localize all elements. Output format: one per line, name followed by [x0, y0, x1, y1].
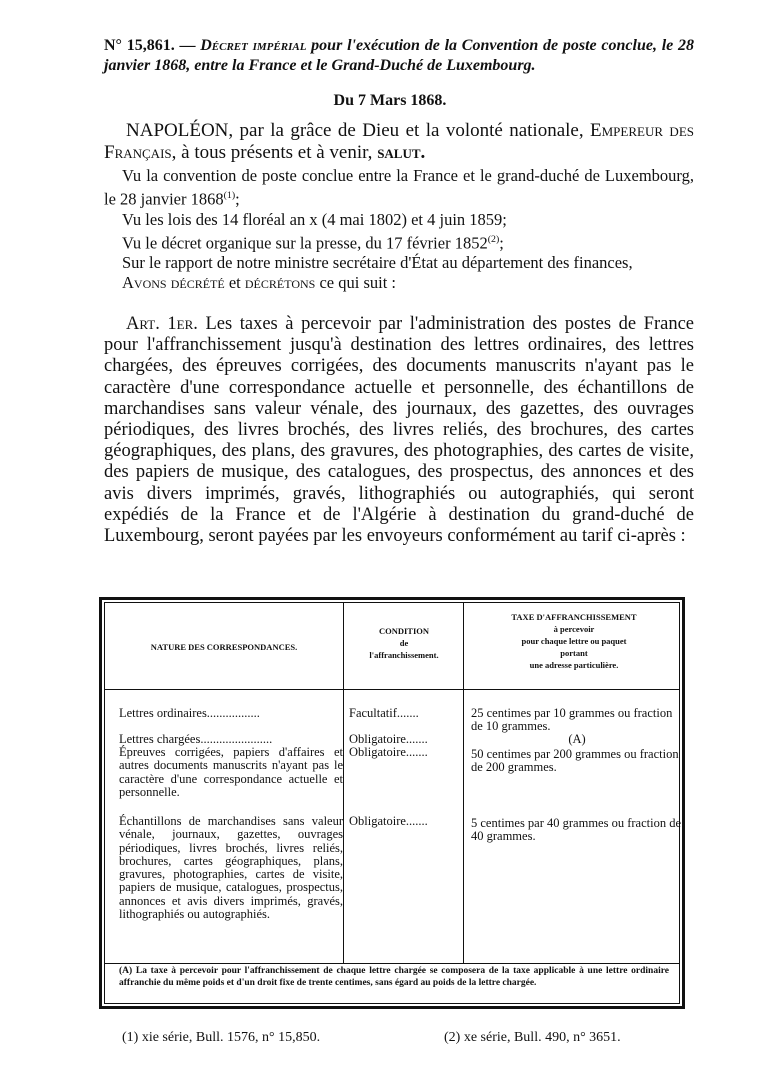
- row-echantillons-tax: 5 centimes par 40 grammes ou fraction de 40 grammes.: [471, 816, 681, 844]
- emperor-title: Empereur des Français: [104, 120, 694, 163]
- visa-lois: Vu les lois des 14 floréal an x (4 mai 1802) et 4 juin 1859;: [122, 209, 507, 229]
- intro-text-2: , à tous présents et à venir,: [171, 142, 378, 163]
- footnote-2: (2) xe série, Bull. 490, n° 3651.: [444, 1030, 621, 1045]
- row-lettres-ordinaires-tax: 25 centimes par 10 grammes ou fraction de 10 grammes.: [471, 706, 673, 734]
- tariff-table: [99, 597, 685, 1009]
- visa-convention: Vu la convention de poste conclue entre la France et le grand-duché de Luxembourg, le 28 janvier 1868$^{(1)}$;: [104, 166, 694, 209]
- decree-label: Décret impérial: [200, 37, 307, 54]
- row-epreuves-nature: Épreuves corrigées, papiers d'affaires et autres documents manuscrits n'ayant pas le caractère d'une correspondance actuelle et personnelle.: [119, 745, 343, 799]
- row-echantillons-condition: Obligatoire.......: [349, 814, 428, 828]
- decree-title: pour l'exécution de la Convention de poste conclue, le 28 janvier 1868, entre la France et le Grand-Duché de Luxembourg.: [104, 37, 695, 74]
- column-divider-1: [343, 603, 344, 963]
- note-divider: [105, 963, 679, 964]
- article-1: [104, 314, 694, 547]
- header-nature: NATURE DES CORRESPONDANCES.: [150, 642, 298, 652]
- row-lettres-chargees-condition: Obligatoire.......: [349, 732, 428, 746]
- intro-text-1: , par la grâce de Dieu et la volonté nationale,: [228, 120, 591, 141]
- avons-decrete: Avons décrété et décrétons ce qui suit :: [122, 273, 396, 292]
- article-text: Les taxes à percevoir par l'administration des postes de France pour l'affranchissement jusqu'à destination des lettres ordinaires, des lettres chargées, des épreuves corrigées, des documents manuscrits n'ayant pas le caractère d'une correspondance actuelle et personnelle, des échantillons de marchandises sans valeur vénale, des journaux, des gazettes, des ouvrages périodiques, des livres brochés, des livres reliés, des brochures, des cartes géographiques, des plans, des gravures, des photographies, des cartes de visite, des papiers de musique, des catalogues, des prospectus, des annonces et des avis divers imprimés, gravés, lithographiés ou autographiés, qui seront expédiés de la France et de l'Algérie à destination du grand-duché de Luxembourg, seront payées par les envoyeurs conformément au tarif ci-après :: [104, 314, 695, 547]
- napoleon-name: NAPOLÉON: [126, 120, 229, 141]
- decree-header: [104, 36, 694, 76]
- rapport-ministre: Sur le rapport de notre ministre secrétaire d'État au département des finances,: [122, 253, 633, 272]
- header-divider: [105, 689, 679, 690]
- article-label: Art. 1er.: [126, 314, 198, 334]
- row-epreuves-tax: 50 centimes par 200 grammes ou fraction de 200 grammes.: [471, 747, 679, 775]
- intro-paragraph: [104, 120, 694, 164]
- row-lettres-ordinaires-nature: Lettres ordinaires.................: [119, 706, 260, 720]
- column-divider-2: [463, 603, 464, 963]
- row-lettres-chargees-tax: (A): [568, 732, 586, 746]
- salut-word: salut.: [377, 142, 426, 163]
- row-lettres-chargees-nature: Lettres chargées.......................: [119, 732, 273, 746]
- footnote-1: (1) xie série, Bull. 1576, n° 15,850.: [122, 1030, 321, 1045]
- header-taxe: TAXE D'AFFRANCHISSEMENT à percevoir pour chaque lettre ou paquet portant une adresse particulière.: [511, 612, 637, 670]
- visa-decret: Vu le décret organique sur la presse, du 17 février 1852$^{(2)}$;: [122, 233, 504, 252]
- decree-number: N° 15,861. —: [104, 37, 201, 54]
- row-lettres-ordinaires-condition: Facultatif.......: [349, 706, 419, 720]
- row-echantillons-nature: Échantillons de marchandises sans valeur vénale, journaux, gazettes, ouvrages périodiques, livres brochés, livres reliés, brochures, cartes géographiques, plans, gravures, photographies, cartes de visite, papiers de musique, catalogues, prospectus, annonces et avis divers imprimés, gravés, lithographiés ou autographiés.: [119, 814, 343, 922]
- row-epreuves-condition: Obligatoire.......: [349, 745, 428, 759]
- visas-block: [104, 166, 694, 293]
- table-note: (A) La taxe à percevoir pour l'affranchissement de chaque lettre chargée se composera de la taxe applicable à une lettre ordinaire affranchie du même poids et d'un droit fixe de trente centimes, sans égard au poids de la lettre chargée.: [119, 966, 669, 988]
- decree-date: Du 7 Mars 1868.: [333, 92, 447, 109]
- header-condition: CONDITION de l'affranchissement.: [369, 626, 439, 660]
